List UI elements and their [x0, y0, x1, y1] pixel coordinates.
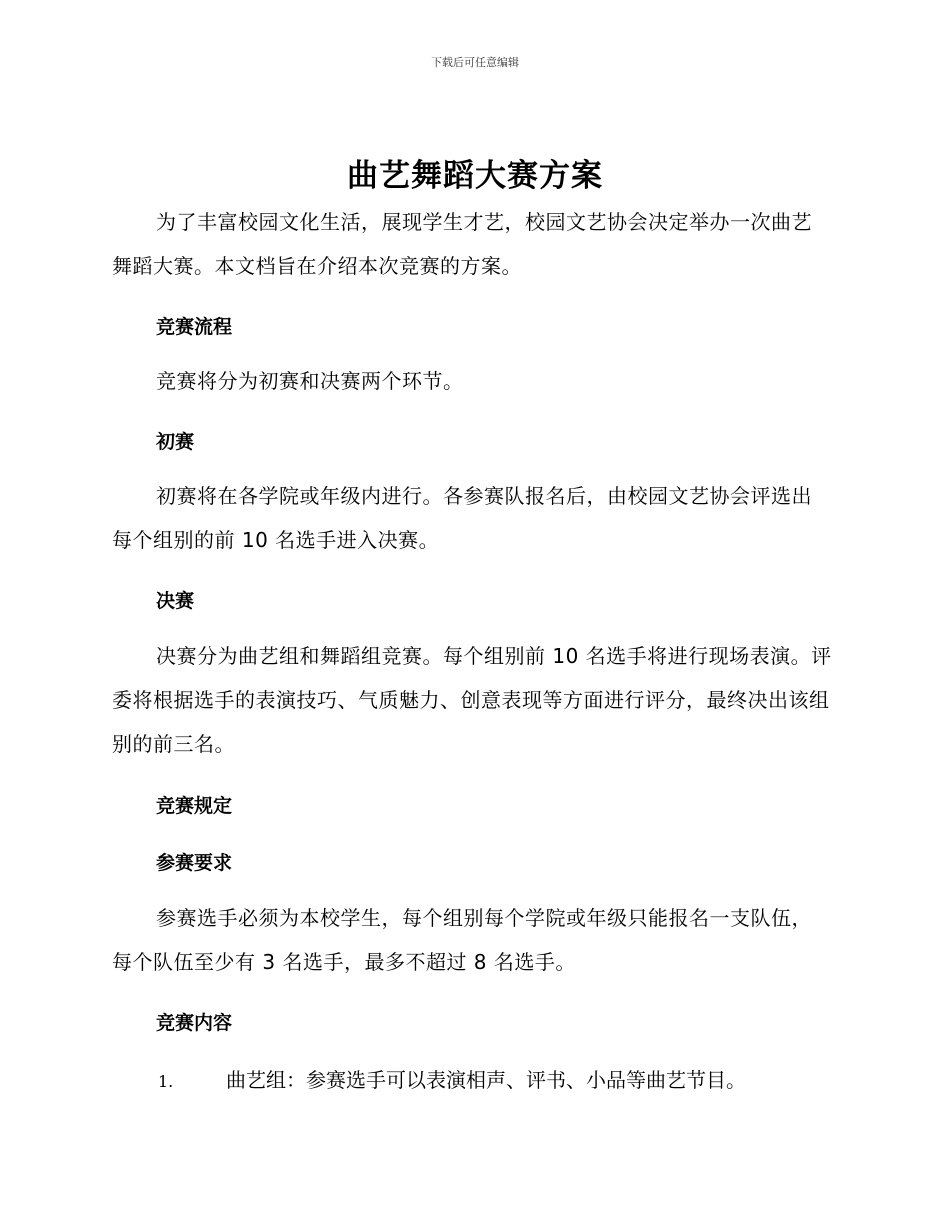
process-paragraph: 竞赛将分为初赛和决赛两个环节。 [156, 369, 464, 393]
final-heading: 决赛 [156, 590, 195, 612]
list-item [158, 1064, 746, 1093]
process-heading: 竞赛流程 [156, 316, 233, 338]
prelim-paragraph: 初赛将在各学院或年级内进行。各参赛队报名后，由校园文艺协会评选出每个组别的前 10 名选手进入决赛。 [112, 484, 812, 552]
prelim-heading: 初赛 [156, 431, 195, 453]
intro-paragraph: 为了丰富校园文化生活，展现学生才艺，校园文艺协会决定举办一次曲艺舞蹈大赛。本文档旨在介绍本次竞赛的方案。 [112, 210, 812, 278]
list-item-text: 曲艺组：参赛选手可以表演相声、评书、小品等曲艺节目。 [226, 1068, 746, 1092]
content-heading: 竞赛内容 [156, 1012, 233, 1034]
page-header-note: 下载后可任意编辑 [431, 56, 519, 69]
requirements-heading: 参赛要求 [156, 852, 233, 874]
list-item-number: 1. [158, 1072, 174, 1091]
document-title: 曲艺舞蹈大赛方案 [347, 158, 603, 194]
rules-heading: 竞赛规定 [156, 795, 233, 817]
requirements-paragraph: 参赛选手必须为本校学生，每个组别每个学院或年级只能报名一支队伍，每个队伍至少有 3 名选手，最多不超过 8 名选手。 [112, 906, 812, 974]
final-paragraph: 决赛分为曲艺组和舞蹈组竞赛。每个组别前 10 名选手将进行现场表演。评委将根据选手的表演技巧、气质魅力、创意表现等方面进行评分，最终决出该组别的前三名。 [112, 644, 832, 756]
